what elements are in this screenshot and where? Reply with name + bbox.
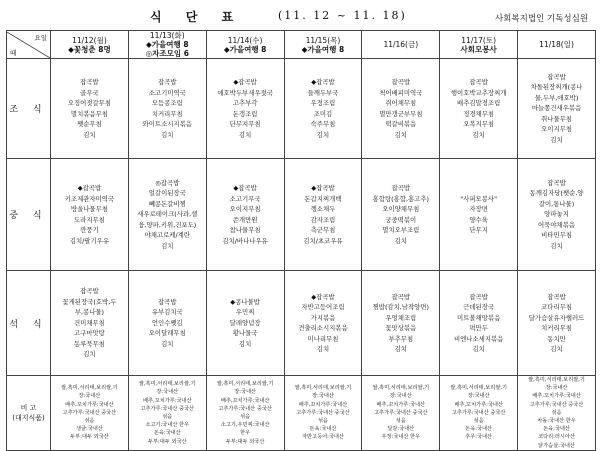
- menu-item: 잡곡밥: [158, 297, 177, 306]
- menu-item: 두부:대두 외국산: [148, 438, 187, 445]
- menu-item: 잡곡밥: [469, 292, 488, 301]
- meal-row: [7, 376, 596, 451]
- menu-item: 비엔나소세지볶음: [453, 334, 504, 343]
- menu-item: 퍽만두: [469, 324, 488, 332]
- menu-item: 근데된장국: [463, 303, 495, 311]
- menu-item: 잡곡밥: [469, 78, 488, 86]
- menu-item: 잡곡밥: [547, 292, 566, 301]
- menu-item: ◆잡곡밥: [311, 184, 335, 192]
- corner-cell: [7, 31, 51, 59]
- menu-item: 고구마맛탕: [73, 329, 105, 338]
- menu-cell: [362, 159, 440, 271]
- menu-cell: [284, 59, 362, 159]
- menu-item: 생굴:국내산: [76, 426, 103, 433]
- menu-item: 김치/바나나우유: [222, 236, 268, 245]
- menu-item: 장:국내산: [156, 389, 179, 396]
- day-header: [128, 31, 206, 59]
- menu-item: 꽃맛상볶음: [385, 324, 417, 332]
- menu-cell: [518, 271, 596, 376]
- menu-item: ◆콩나물밥: [230, 297, 260, 306]
- menu-item: 동깨김자당(쌧순,양: [529, 189, 584, 198]
- menu-cell: [128, 159, 206, 271]
- menu-item: ◆잡곡밥: [77, 184, 102, 192]
- menu-item: 소고기미역국: [148, 88, 186, 97]
- menu-cell: [518, 59, 596, 159]
- day-date: 11/13(화): [149, 31, 185, 40]
- day-date: 11/14(수): [227, 35, 263, 45]
- menu-item: 숙주무침: [310, 120, 336, 128]
- menu-header: [0, 4, 600, 28]
- menu-item: 섞음: [551, 409, 562, 416]
- menu-item: 융,양파,키위,건포도): [138, 220, 197, 229]
- menu-cell: [206, 59, 284, 159]
- menu-item: 쌀,흑미,서리태,보리쌀,기: [216, 381, 274, 388]
- menu-cell: [284, 376, 362, 451]
- menu-item: 취나물무침: [541, 114, 572, 123]
- menu-item: 오이지무침: [541, 125, 572, 134]
- menu-item: 쥐어채무침: [385, 99, 417, 107]
- menu-item: 고추가루:국내산 중국산: [140, 405, 195, 412]
- menu-item: 소고기:국내산 한우: [145, 422, 190, 429]
- menu-item: 섞음: [317, 418, 328, 425]
- menu-item: 황나물국: [232, 329, 258, 338]
- menu-item: 달가슴살유자쌜러드: [528, 313, 585, 322]
- menu-item: 쓴개만원: [232, 215, 258, 224]
- menu-item: 단무지: [469, 226, 488, 234]
- menu-item: 섞음: [395, 418, 406, 425]
- day-header: [518, 31, 596, 59]
- menu-cell: [284, 271, 362, 376]
- day-note: ◎자조모임 6: [145, 49, 189, 58]
- menu-item: 궁중떡볶이: [385, 215, 417, 224]
- menu-item: 돈갱조림: [232, 109, 258, 118]
- menu-item: 돈육:국내산: [465, 426, 493, 433]
- menu-item: 척어배피미역국: [379, 88, 423, 97]
- menu-cell: [206, 271, 284, 376]
- menu-item: 잡곡밥: [391, 292, 411, 301]
- menu-item: 차돌된장찌개(콩나: [530, 83, 583, 92]
- menu-item: 갈이,통나물): [538, 199, 575, 208]
- day-date: 11/17(토): [461, 35, 496, 45]
- meal-row: [7, 59, 596, 159]
- menu-item: 김치/초코우유: [303, 236, 343, 245]
- menu-item: 김치: [238, 339, 252, 348]
- menu-item: 고추가루:국내산 중국산: [451, 409, 506, 416]
- menu-item: 김치: [550, 135, 563, 144]
- menu-item: 오징어젓갈무침: [67, 99, 112, 107]
- menu-item: 조미김: [313, 109, 333, 118]
- menu-item: 두부:대두 외국산: [70, 434, 109, 441]
- menu-item: 쨋순무침: [77, 120, 102, 128]
- menu-item: 부추무침: [388, 334, 414, 343]
- menu-item: 떡갈비볶음: [385, 120, 417, 128]
- menu-item: 건미채무침: [73, 318, 105, 327]
- menu-item: 오이지무침: [229, 205, 261, 213]
- menu-item: 치커리무침: [541, 324, 572, 332]
- menu-item: 차돌:국내산 한우: [537, 418, 576, 425]
- day-header: [51, 31, 129, 59]
- menu-item: 배추김말정조림: [457, 99, 501, 107]
- menu-item: 코다리:러시아산: [538, 434, 575, 441]
- corner-day-label: 요일: [34, 33, 47, 42]
- menu-item: 자반고등어:국내산: [302, 434, 344, 441]
- menu-cell: [362, 271, 440, 376]
- menu-item: 정경채무침: [463, 109, 495, 118]
- menu-item: 배추,꼬치가루:국내산: [143, 397, 192, 404]
- menu-cell: [518, 159, 596, 271]
- menu-cell: [440, 59, 518, 159]
- menu-item: 장:국내산: [545, 385, 568, 392]
- menu-item: 장:국내산: [312, 393, 334, 400]
- day-date: 11/15(목): [305, 35, 341, 45]
- menu-item: 새우로테이크(사과,샐: [137, 210, 198, 219]
- menu-item: 자장면: [469, 205, 488, 213]
- menu-cell: [518, 376, 596, 451]
- menu-item: 들깨두부국: [307, 88, 339, 97]
- menu-item: 미트볼채망볶음: [457, 313, 501, 322]
- menu-item: 장:국내산: [389, 393, 412, 400]
- menu-cell: [284, 159, 362, 271]
- menu-item: 섞음: [240, 413, 251, 420]
- menu-item: 치커리무침: [151, 109, 183, 118]
- meal-label: 조 식: [7, 59, 51, 159]
- menu-item: 동치만: [547, 334, 566, 343]
- menu-item: 쌀,흑미,서리태,보리쌀,기: [450, 385, 507, 392]
- menu-item: 키조제관자미역국: [64, 194, 115, 203]
- menu-item: 후우:국내산: [465, 434, 493, 441]
- menu-item: 멸치오부조림: [382, 226, 420, 234]
- menu-item: 코다리무침: [541, 303, 572, 311]
- menu-cell: [362, 376, 440, 451]
- organization-name: 사회복지법인 기독성심원: [494, 14, 588, 24]
- menu-item: 쌀,흑미,서리태,보리쌀,기: [138, 381, 196, 388]
- menu-item: 김치: [161, 241, 174, 250]
- menu-item: 오복지무침: [463, 120, 495, 128]
- menu-cell: [51, 271, 129, 376]
- menu-cell: [440, 159, 518, 271]
- menu-cell: [128, 59, 206, 159]
- menu-item: 한우: [240, 430, 251, 437]
- menu-item: 행이호박교추장찌개: [450, 88, 507, 97]
- menu-item: 김치: [238, 130, 252, 139]
- day-date: 11/12(월): [72, 35, 107, 45]
- menu-item: ◆잡곡밥: [233, 78, 257, 86]
- menu-cell: [51, 376, 129, 451]
- menu-item: 부,콩나물): [74, 308, 105, 317]
- menu-item: 장:국내산: [78, 393, 101, 400]
- menu-item: 고추가루:국내산 중국산: [374, 409, 428, 416]
- menu-item: 언인수쨋김: [151, 318, 183, 327]
- menu-item: 와이트소시지볶음: [142, 120, 192, 128]
- menu-item: 깽소채두: [310, 205, 336, 213]
- menu-item: 얼갈이된장국: [148, 189, 186, 198]
- menu-item: ◆잡곡밥: [311, 292, 335, 301]
- menu-item: 고추가루:국내산 중국산: [62, 409, 117, 416]
- menu-item: 마늘쫑건새우볶음: [531, 104, 582, 113]
- menu-item: 쌀,흑미,서리태,보리쌀,기: [528, 377, 585, 383]
- menu-title: 식 단 표: [150, 10, 244, 24]
- day-header: [284, 31, 362, 59]
- menu-item: 측군무침: [310, 226, 336, 234]
- menu-cell: [206, 159, 284, 271]
- menu-item: 야채고로케/계란: [144, 231, 190, 240]
- menu-item: 가지볶음: [310, 313, 336, 322]
- menu-item: 뻬콩돈갈비찜: [148, 199, 186, 208]
- menu-item: 배추,꼬치가루:국내산: [532, 393, 581, 400]
- menu-item: 잡곡밥: [158, 78, 177, 86]
- menu-item: 돈육:국내산: [309, 426, 337, 433]
- day-note: ◆가을여행 8: [145, 40, 189, 49]
- day-header: [440, 31, 518, 59]
- menu-item: 찜밥(감치,남작양면): [372, 303, 429, 311]
- menu-item: 김치: [316, 130, 330, 139]
- corner-meal-label: 때: [10, 48, 17, 57]
- menu-item: 소고기무국: [229, 194, 261, 203]
- menu-item: 돈갑지찌개백: [304, 194, 342, 203]
- menu-item: 멸치볶음무침: [70, 109, 108, 118]
- menu-item: 배추,꼬치가루:국내산: [298, 401, 348, 408]
- menu-item: 김치: [161, 339, 174, 348]
- menu-item: 비타민무침: [541, 231, 572, 240]
- menu-item: 김치: [394, 130, 407, 139]
- menu-item: 김치/팔기우유: [69, 236, 110, 245]
- menu-item: 우엉채조림: [385, 313, 417, 322]
- meal-label: 석 식: [7, 271, 51, 376]
- menu-item: 참나물무침: [229, 226, 261, 234]
- menu-item: 소고기,우민찌:국내산: [220, 422, 270, 429]
- menu-cell: [362, 59, 440, 159]
- menu-item: 섞음: [84, 418, 95, 425]
- day-note: ◆가을여행 8: [223, 44, 267, 54]
- menu-item: 김치: [550, 345, 563, 353]
- menu-item: 섞음: [473, 418, 484, 425]
- menu-item: 쌀,흑미,서리태,보리쌀,기: [294, 385, 352, 392]
- meal-plan-table: [6, 30, 596, 451]
- menu-item: 골무국: [80, 88, 99, 97]
- menu-item: 단무지무침: [229, 120, 261, 128]
- menu-item: 배추,꼬치가루:국내산: [376, 401, 426, 408]
- menu-item: 쌀,흑미,서리태,보리쌀,기: [372, 385, 430, 392]
- menu-item: 모듬콩조림: [151, 99, 183, 107]
- menu-cell: [128, 376, 206, 451]
- day-header: [362, 31, 440, 59]
- menu-item: 동루묵무침: [73, 339, 105, 348]
- menu-item: 달갈:국내산: [387, 426, 415, 433]
- menu-item: 견출리소시지볶음: [298, 324, 348, 332]
- menu-item: 배추,꼬치가루:국내산: [454, 401, 503, 408]
- menu-item: 고추부각: [232, 99, 258, 107]
- menu-item: 자반고등어조림: [301, 303, 345, 311]
- menu-item: 김치: [394, 236, 407, 245]
- menu-cell: [128, 271, 206, 376]
- menu-cell: [440, 376, 518, 451]
- menu-item: 달래양념장: [229, 318, 261, 327]
- menu-item: 깐풍기: [80, 226, 99, 234]
- day-note: ◆꽃청춘 8명: [68, 44, 111, 54]
- menu-item: 미나리무침: [307, 334, 339, 343]
- menu-item: 김치: [472, 345, 485, 353]
- menu-item: 잡곡밥: [391, 184, 411, 192]
- menu-item: 고추가루:국내산 중국산: [529, 401, 584, 408]
- menu-item: 잡곡밥: [391, 78, 411, 86]
- menu-item: ◆잡곡밥: [311, 78, 335, 86]
- menu-item: 잡곡밥: [547, 72, 566, 81]
- menu-item: 쌀,흑미,서리태,보리쌀,기: [61, 385, 118, 392]
- menu-item: 김치: [83, 130, 96, 139]
- menu-item: 양수육: [469, 215, 488, 224]
- menu-item: 두부:대두 외국산: [225, 438, 265, 445]
- menu-item: 잡곡밥: [80, 287, 99, 296]
- menu-item: ◎잡곡밥: [155, 178, 180, 187]
- meal-label: 중 식: [7, 159, 51, 271]
- menu-period: (11. 12 ~ 11. 18): [278, 9, 407, 22]
- menu-item: 잡곡밥: [80, 78, 99, 86]
- menu-item: 어묵야채볶음: [538, 220, 576, 229]
- menu-item: 우민찌: [235, 308, 255, 317]
- menu-item: 배추,꼬치가루:국내산: [220, 397, 270, 404]
- day-header: [206, 31, 284, 59]
- menu-item: 김치: [472, 130, 485, 139]
- menu-item: "사퍼모봉사": [460, 194, 498, 203]
- menu-item: 도라지무침: [73, 215, 105, 224]
- menu-item: 양파놓지: [544, 210, 569, 219]
- menu-item: 잡곡밥: [547, 178, 566, 187]
- menu-item: 배추,꼬치가루:국내산: [65, 401, 114, 408]
- menu-item: 김치: [550, 241, 563, 250]
- meal-row: [7, 271, 596, 376]
- meal-label: 비 고 (대지식품): [7, 376, 51, 451]
- day-date: 11/16(금): [383, 40, 419, 49]
- menu-cell: [440, 271, 518, 376]
- menu-item: 오이달래무침: [148, 329, 186, 338]
- menu-item: 김치: [394, 345, 407, 353]
- menu-item: 닭가슴살:국내산: [538, 442, 575, 449]
- menu-item: 고추가루:국내산 중국산: [296, 409, 350, 416]
- menu-item: 김치: [83, 350, 96, 359]
- menu-item: 장:국내산: [234, 389, 256, 396]
- menu-cell: [206, 376, 284, 451]
- menu-item: 방울나물무침: [70, 205, 108, 213]
- menu-item: 돈육:국내산: [543, 426, 570, 433]
- menu-item: 멸만갱군부무침: [379, 109, 423, 118]
- menu-item: 애호박두부새우젓국: [217, 88, 273, 97]
- menu-item: 김치: [161, 130, 174, 139]
- menu-item: 김치: [316, 345, 330, 353]
- menu-item: 우정조림: [310, 99, 336, 107]
- menu-item: 돈육:국내산: [153, 430, 181, 437]
- menu-item: ◆잡곡밥: [233, 184, 257, 192]
- menu-cell: [51, 159, 129, 271]
- menu-item: 감자조림: [310, 215, 336, 224]
- menu-item: 섞음: [162, 413, 173, 420]
- day-date: 11/18(일): [539, 40, 574, 49]
- menu-item: 장:국내산: [467, 393, 490, 400]
- meal-row: [7, 159, 596, 271]
- menu-item: 물,두부,애호박): [534, 93, 579, 102]
- menu-cell: [51, 59, 129, 159]
- menu-item: 홍합탕(홍합,홍고추): [372, 194, 429, 203]
- menu-item: 꽃게된장국(호박,두: [62, 297, 117, 306]
- day-note: 사회모봉사: [460, 44, 497, 54]
- menu-item: 유부김치국: [151, 308, 183, 317]
- menu-item: 오이양채무침: [382, 205, 420, 213]
- menu-item: 고추가루:국내산 중국산: [218, 405, 272, 412]
- day-note: ◆가을여행 8: [301, 44, 345, 54]
- menu-item: 우정:국내산 한우: [381, 434, 421, 441]
